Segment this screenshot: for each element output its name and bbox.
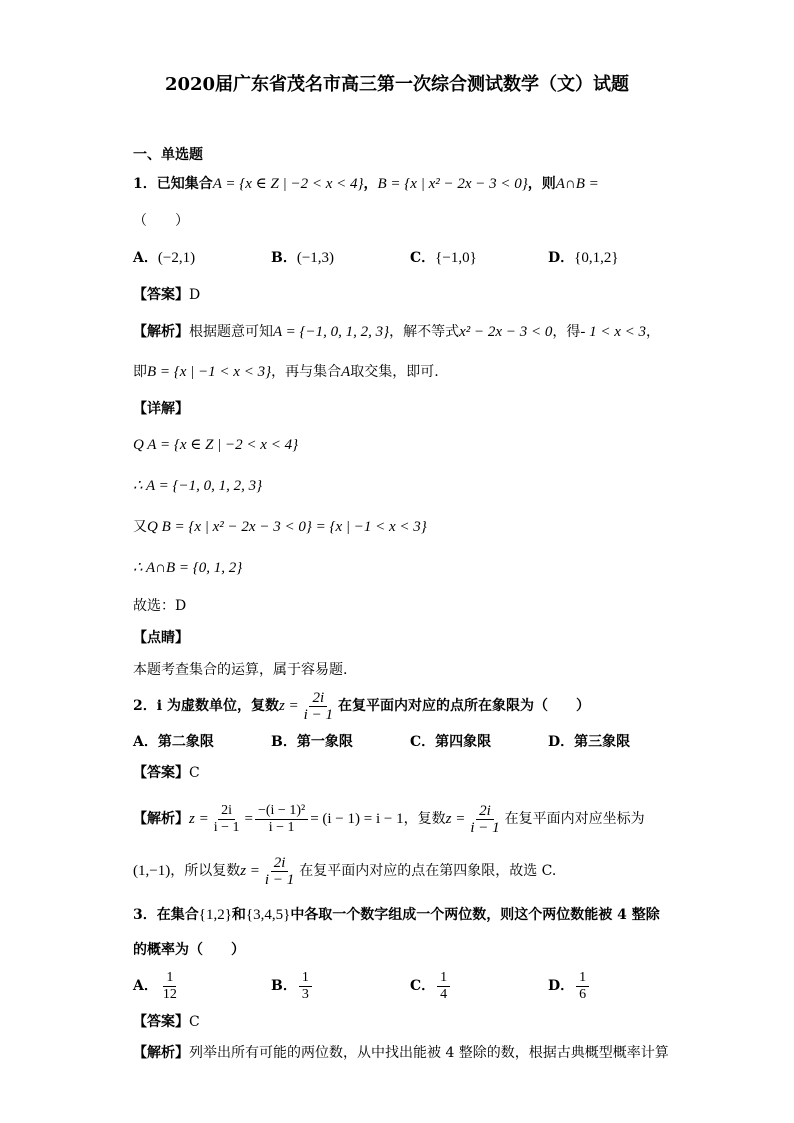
- answer-value: C: [189, 1014, 200, 1030]
- option-label: D．: [548, 250, 575, 266]
- q2-option-b: [271, 732, 353, 752]
- numerator: 2i: [476, 803, 494, 820]
- denominator: 3: [301, 986, 309, 1002]
- q2-option-c: [410, 732, 491, 752]
- option-label: B．: [271, 250, 297, 266]
- q1-choose: 故选：D: [133, 598, 187, 614]
- page-title: 2020届广东省茂名市高三第一次综合测试数学（文）试题: [164, 74, 630, 95]
- option-value: 第一象限: [296, 734, 353, 750]
- answer-tag: 【答案】: [133, 765, 189, 781]
- text: ，解不等式: [389, 324, 460, 340]
- math: Q B = {x | x² − 2x − 3 < 0} = {x | −1 < x < 3}: [147, 519, 427, 535]
- text: 又: [133, 519, 147, 535]
- text: 取交集，即可.: [350, 364, 439, 380]
- text: ，再与集合: [271, 364, 342, 380]
- q1-set-b: B = {x | x² − 2x − 3 < 0}: [377, 176, 528, 192]
- text: ，所以复数: [170, 863, 241, 879]
- denominator: 12: [162, 986, 177, 1002]
- denominator: i − 1: [303, 706, 333, 723]
- math: (1,−1): [133, 863, 171, 879]
- option-value: 第三象限: [574, 734, 631, 750]
- option-label: A．: [133, 734, 158, 750]
- fraction: [437, 970, 450, 1003]
- q1-paren: （ ）: [133, 213, 189, 229]
- q3-option-d: [548, 966, 591, 1006]
- denominator: i − 1: [264, 871, 295, 888]
- q2-analysis-line2: [133, 852, 556, 890]
- q1-analysis-line2: [133, 362, 439, 382]
- numerator: 1: [299, 970, 312, 987]
- q1-detail-3: [133, 517, 427, 537]
- q1-detail-4: ∴ A∩B = {0, 1, 2}: [133, 560, 243, 576]
- q1-comma: ，: [363, 176, 378, 192]
- q3-option-a: [133, 966, 182, 1006]
- option-value: {0,1,2}: [574, 250, 619, 266]
- q1-detail-1: Q A = {x ∈ Z | −2 < x < 4}: [133, 437, 299, 453]
- math: B = {x | −1 < x < 3}: [147, 364, 272, 380]
- math: z =: [189, 811, 209, 827]
- q3-analysis: [133, 1043, 669, 1063]
- math: {3,4,5}: [245, 907, 291, 923]
- option-label: A．: [133, 978, 158, 994]
- text: ，: [645, 324, 660, 340]
- math: A = {−1, 0, 1, 2, 3}: [273, 324, 390, 340]
- analysis-tag: 【解析】: [133, 324, 189, 340]
- option-value: (−2,1): [157, 250, 196, 266]
- denominator: 6: [579, 986, 587, 1002]
- numerator: 1: [437, 970, 450, 987]
- math: z =: [278, 698, 299, 714]
- text: 根据题意可知: [189, 324, 273, 340]
- text: ，得: [552, 324, 581, 340]
- q3-stem-cont: 的概率为（ ）: [133, 942, 245, 958]
- fraction: [467, 803, 502, 836]
- denominator: i − 1: [470, 819, 500, 836]
- option-label: C．: [410, 250, 436, 266]
- q1-comment-tag: 【点睛】: [133, 630, 189, 646]
- fraction: [262, 855, 297, 888]
- option-label: B．: [271, 978, 297, 994]
- q2-option-a: [133, 732, 214, 752]
- numerator: 2i: [218, 803, 235, 820]
- q1-ask: A∩B =: [555, 176, 599, 192]
- q3-option-c: [410, 966, 452, 1006]
- q3-number: 3．: [133, 907, 157, 923]
- text: 中各取一个数字组成一个两位数，则这个两位数能被 4 整除: [290, 907, 660, 923]
- q1-detail-tag: 【详解】: [133, 401, 189, 417]
- fraction: [301, 690, 336, 723]
- q1-option-a: [133, 248, 195, 268]
- numerator: −(i − 1)²: [255, 803, 308, 820]
- text: ，复数: [403, 811, 446, 827]
- fraction: [576, 970, 589, 1003]
- math: z =: [445, 811, 466, 827]
- q2-option-d: [548, 732, 630, 752]
- answer-value: D: [189, 287, 201, 303]
- option-value: (−1,3): [296, 250, 335, 266]
- q3-stem: [133, 905, 660, 925]
- fraction: [299, 970, 312, 1003]
- q2-analysis-line1: [133, 800, 645, 838]
- fraction: [255, 803, 308, 836]
- text: 即: [133, 364, 147, 380]
- denominator: 4: [440, 986, 448, 1002]
- q1-stem-text-b: ，则: [527, 176, 556, 192]
- math: z =: [240, 863, 260, 879]
- math: {1,2}: [198, 907, 232, 923]
- q1-stem-text-a: 已知集合: [156, 176, 213, 192]
- q1-option-b: [271, 248, 334, 268]
- option-value: 第二象限: [157, 734, 214, 750]
- q2-stem: [133, 688, 590, 724]
- fraction: [160, 970, 180, 1003]
- q1-option-c: [410, 248, 477, 268]
- q2-answer: [133, 763, 200, 783]
- q3-option-b: [271, 966, 314, 1006]
- answer-value: C: [189, 765, 200, 781]
- analysis-tag: 【解析】: [133, 1045, 189, 1061]
- math: x² − 2x − 3 < 0: [459, 324, 553, 340]
- q1-answer: [133, 285, 200, 305]
- text: 列举出所有可能的两位数，从中找出能被 4 整除的数，根据古典概型概率计算: [189, 1045, 669, 1061]
- option-label: C．: [410, 978, 436, 994]
- text: 和: [231, 907, 246, 923]
- numerator: 1: [163, 970, 176, 987]
- q1-detail-2: ∴ A = {−1, 0, 1, 2, 3}: [133, 478, 263, 494]
- numerator: 2i: [271, 855, 289, 872]
- option-label: D．: [548, 978, 575, 994]
- q1-set-a: A = {x ∈ Z | −2 < x < 4}: [212, 176, 364, 192]
- q1-number: 1．: [133, 176, 157, 192]
- text: 在复平面内对应坐标为: [504, 811, 645, 827]
- q1-option-d: [548, 248, 619, 268]
- math: = (i − 1) = i − 1: [310, 811, 404, 827]
- q1-comment: 本题考查集合的运算，属于容易题.: [133, 662, 348, 678]
- answer-tag: 【答案】: [133, 1014, 189, 1030]
- q1-stem: [133, 174, 599, 194]
- option-value: {−1,0}: [435, 250, 477, 266]
- answer-tag: 【答案】: [133, 287, 189, 303]
- numerator: 2i: [309, 690, 327, 707]
- denominator: i − 1: [268, 819, 295, 835]
- text: 在复平面内对应的点在第四象限，故选 C.: [299, 863, 557, 879]
- math: =: [244, 811, 253, 827]
- text: 在复平面内对应的点所在象限为（ ）: [337, 698, 590, 714]
- analysis-tag: 【解析】: [133, 811, 189, 827]
- q1-analysis-line1: [133, 322, 660, 342]
- option-label: B．: [271, 734, 297, 750]
- fraction: [211, 803, 243, 836]
- math: A: [341, 364, 351, 380]
- text: i 为虚数单位，复数: [156, 698, 279, 714]
- option-label: C．: [410, 734, 436, 750]
- q3-answer: [133, 1012, 200, 1032]
- numerator: 1: [576, 970, 589, 987]
- option-label: D．: [548, 734, 575, 750]
- option-label: A．: [133, 250, 158, 266]
- option-value: 第四象限: [435, 734, 492, 750]
- section-heading: 一、单选题: [133, 147, 203, 163]
- denominator: i − 1: [213, 819, 240, 835]
- q2-number: 2．: [133, 698, 157, 714]
- math: - 1 < x < 3: [580, 324, 646, 340]
- text: 在集合: [156, 907, 199, 923]
